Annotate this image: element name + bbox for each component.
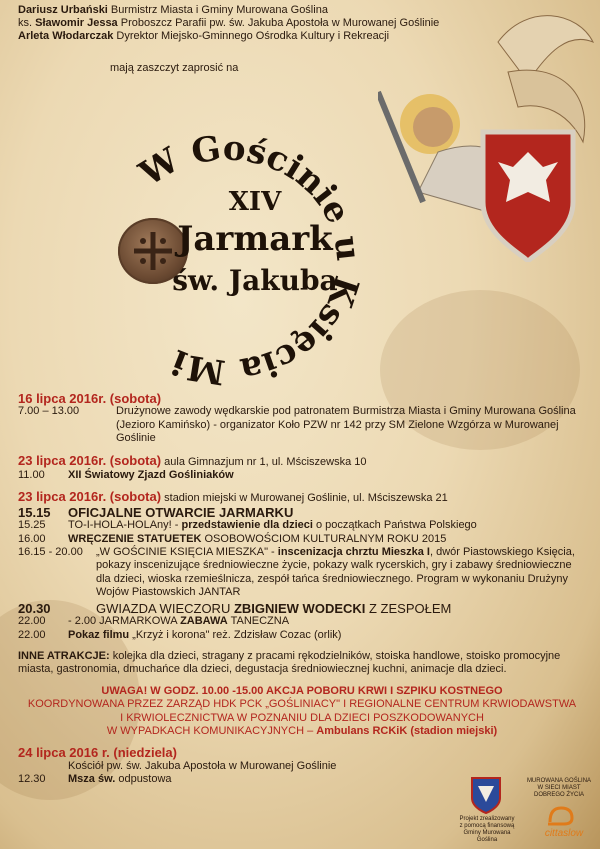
event-date: 16 lipca 2016r. (sobota) [18, 391, 162, 406]
list-item: 11.00 XII Światowy Zjazd Gośliniaków [18, 469, 234, 482]
event-date: 24 lipca 2016 r. (niedziela) [18, 745, 177, 761]
angel-with-shield-icon [378, 2, 600, 264]
list-item: 22.00 - 2.00 JARMARKOWA ZABAWA TANECZNA [18, 615, 290, 628]
event-date: 23 lipca 2016r. (sobota) [18, 489, 162, 505]
event-date: 23 lipca 2016r. (sobota) [18, 452, 162, 468]
list-item: 7.00 – 13.00 Drużynowe zawody wędkarskie pod patronatem Burmistrza Miasta i Gminy Murowana Goślina (Jezioro Kamińsko) - organizator Koło PZW nr 142 przy SM Zielone Wzgórza w Murowanej Goślinie [18, 405, 576, 445]
list-item: 15.25 TO-I-HOLA-HOLAny! - przedstawienie dla dzieci o początkach Państwa Polskiego [18, 519, 477, 532]
coat-of-arms-icon [470, 776, 502, 814]
sponsor-logos: Projekt zrealizowany z pomocą finansową Gminy Murowana Goślina MUROWANA GOŚLINA W SIECI MIAST DOBREGO ŻYCIA cittaslow [459, 778, 592, 843]
organizer-name: Arleta Włodarczak [18, 30, 114, 43]
title-arc: W Gościnie u Księcia Mi [132, 128, 369, 392]
organizers: Dariusz Urbański Burmistrz Miasta i Gminy Murowana Goślina ks. Sławomir Jessa Proboszcz Parafii pw. św. Jakuba Apostoła w Murowanej Goślinie Arleta Włodarczak Dyrektor Miejsko-Gminnego Ośrodka Kultury i Rekreacji [18, 4, 440, 43]
title-edition: XIV [228, 187, 282, 217]
list-item: 20.30 GWIAZDA WIECZORU ZBIGNIEW WODECKI Z ZESPOŁEM [18, 600, 452, 616]
blood-drive-notice: UWAGA! W GODZ. 10.00 -15.00 AKCJA POBORU KRWI I SZPIKU KOSTNEGO [101, 684, 503, 697]
event-schedule: 16 lipca 2016r. (sobota) 7.00 – 13.00 Drużynowe zawody wędkarskie pod patronatem Burmistrza Miasta i Gminy Murowana Goślina (Jezioro Kamińsko) - organizator Koło PZW nr 142 przy SM Zielone Wzgórza w Murowanej Goślinie 23 lipca 2016r. (sobota) aula Gimnazjum nr 1, ul. Mściszewska 10 11.00 XII Światowy Zjazd Gośliniaków 23 lipca 2016r. (sobota) stadion miejski w Murowanej Goślinie, ul. Mściszewska 21 15.15 OFICJALNE OTWARCIE JARMARKU 15.25 TO-I-HOLA-HOLAny! - przedstawienie dla dzieci o początkach Państwa Polskiego 16.00 WRĘCZENIE STATUETEK OSOBOWOŚCIOM KULTURALNYM ROKU 2015 16.15 - 20.00 „W GOŚCINIE KSIĘCIA MIESZKA" - inscenizacja chrztu Mieszka I, dwór Piastowskiego Księcia, pokazy inscenizujące średniowieczne życie, pokazy walk rycerskich, gry i zabawy średniowieczne dla dzieci, wioska rzemieślnicza, zespół tańca średniowiecznego. Program w wykonaniu Drużyny Wojów Piastowskich JANTAR 20.30 GWIAZDA WIECZORU ZBIGNIEW WODECKI Z ZESPOŁEM 22.00 - 2.00 JARMARKOWA ZABAWA TANECZNA 22.00 Pokaz filmu „Krzyż i korona" reż. Zdzisław Cozac (orlik) INNE ATRAKCJE: kolejka dla dzieci, stragany z pracami rękodzielników, stoiska handlowe, stoisko promocyjne miasta, gastronomia, dmuchańce dla dzieci, degustacja średniowiecznej kuchni, animacje dla dzieci. UWAGA! W GODZ. 10.00 -15.00 AKCJA POBORU KRWI I SZPIKU KOSTNEGO KOORDYNOWANA PRZEZ ZARZĄD HDK PCK „GOŚLINIACY" I REGIONALNE CENTRUM KRWIODAWSTWA I KRWIOLECZNICTWA W POZNANIU DLA DZIECI POSZKODOWANYCH W WYPADKACH KOMUNIKACYJNYCH – Ambulans RCKiK (stadion miejski) 24 lipca 2016 r. (niedziela) Kościół pw. św. Jakuba Apostoła w Murowanej Goślinie 12.30 Msza św. odpustowa [18, 392, 586, 787]
title-saint: św. Jakuba [172, 264, 338, 297]
snail-icon [546, 804, 576, 826]
list-item: 12.30 Msza św. odpustowa [18, 773, 172, 786]
title-jarmark: Jarmark [177, 219, 333, 259]
list-item: Kościół pw. św. Jakuba Apostoła w Murowanej Goślinie [68, 759, 337, 772]
invite-line: mają zaszczyt zaprosić na [110, 62, 239, 74]
list-item: 22.00 Pokaz filmu „Krzyż i korona" reż. Zdzisław Cozac (orlik) [18, 628, 342, 641]
list-item: 16.00 WRĘCZENIE STATUETEK OSOBOWOŚCIOM KULTURALNYM ROKU 2015 [18, 532, 447, 545]
list-item: 16.15 - 20.00 „W GOŚCINIE KSIĘCIA MIESZKA" - inscenizacja chrztu Mieszka I, dwór Piastowskiego Księcia, pokazy inscenizujące średniowieczne życie, pokazy walk rycerskich, gry i zabawy średniowieczne dla dzieci, wioska rzemieślnicza, zespół tańca średniowiecznego. Program w wykonaniu Drużyny Wojów Piastowskich JANTAR [18, 546, 575, 599]
event-title [105, 118, 405, 398]
organizer-name: Dariusz Urbański [18, 4, 108, 16]
organizer-name: Sławomir Jessa [35, 17, 118, 30]
other-attractions: INNE ATRAKCJE: kolejka dla dzieci, stragany z pracami rękodzielników, stoiska handlowe, stoisko promocyjne miasta, gastronomia, dmuchańce dla dzieci, degustacja średniowiecznej kuchni, animacje dla dzieci. [18, 649, 561, 676]
list-item: 15.15 OFICJALNE OTWARCIE JARMARKU [18, 504, 294, 520]
